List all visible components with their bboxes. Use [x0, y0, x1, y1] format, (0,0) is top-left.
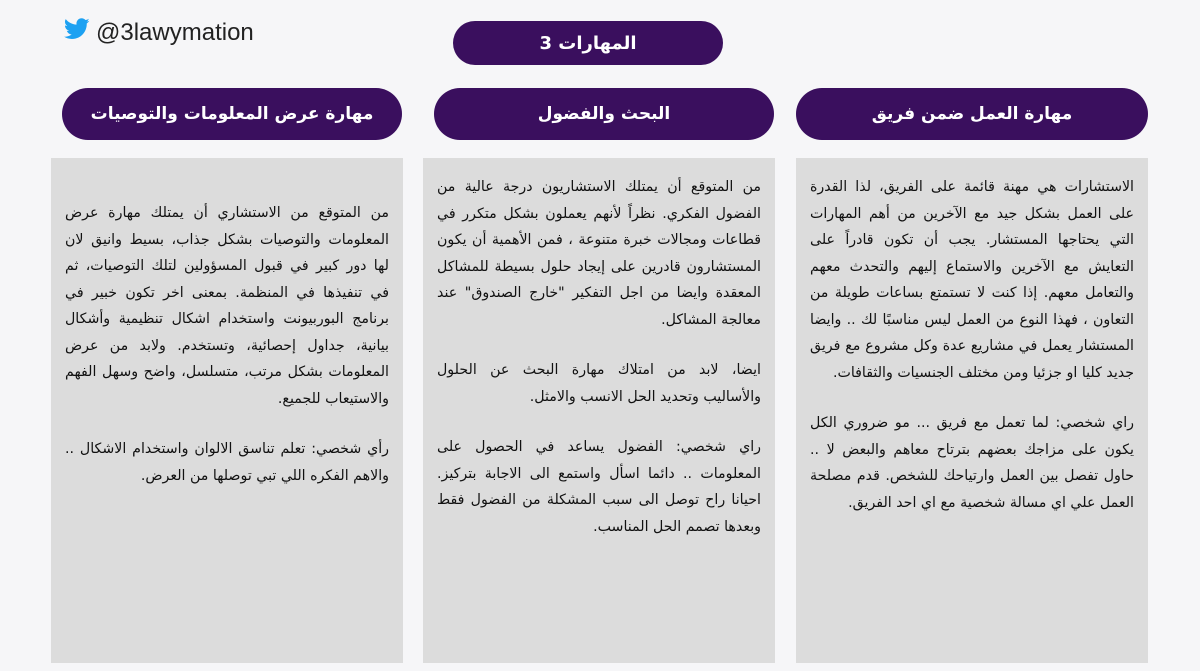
twitter-bird-icon — [64, 18, 90, 47]
column-presentation — [51, 158, 403, 663]
column-teamwork — [796, 158, 1148, 663]
heading-presentation: مهارة عرض المعلومات والتوصيات — [62, 88, 402, 140]
column-paragraph: من المتوقع أن يمتلك الاستشاريون درجة عالية من الفضول الفكري. نظراً لأنهم يعملون بشكل متكرر في قطاعات ومجالات خبرة متنوعة ، فمن الأهمية أن يكون المستشارون قادرين على إيجاد حلول بسيطة للمشاكل المعقدة وايضا من اجل التفكير "خارج الصندوق" عند معالجة المشاكل. — [437, 179, 761, 328]
twitter-handle — [64, 18, 254, 47]
column-paragraph: الاستشارات هي مهنة قائمة على الفريق، لذا القدرة على العمل بشكل جيد مع الآخرين من أهم المهارات التي يحتاجها المستشار. يجب أن تكون قادراً على التعايش مع الآخرين والاستماع إليهم والتحدث معهم والتعامل معهم. إذا كنت لا تستمتع بساعات طويلة من التعاون ، فهذا النوع من العمل ليس مناسبًا لك .. وايضا المستشار يعمل في مشاريع عدة وكل مشروع مع فريق جديد كليا او جزئيا ومن مختلف الجنسيات والثقافات. — [810, 179, 1134, 381]
column-paragraph: ايضا، لابد من امتلاك مهارة البحث عن الحلول والأساليب وتحديد الحل الانسب والامثل. — [437, 362, 761, 405]
heading-research-curiosity: البحث والفضول — [434, 88, 774, 140]
column-paragraph: من المتوقع من الاستشاري أن يمتلك مهارة عرض المعلومات والتوصيات بشكل جذاب، بسيط وانيق لان لها دور كبير في قبول المسؤولين لتلك التوصيات، ثم في تنفيذها في المنظمة. بمعنى اخر تكون خبير في برنامج البوربيونت واستخدام اشكال تنظيمية وأشكال بيانية، جداول إحصائية، وتستخدم. ولابد من عرض المعلومات بشكل مرتب، متسلسل، واضح وسهل الفهم والاستيعاب للجميع. — [65, 205, 389, 407]
column-research-curiosity — [423, 158, 775, 663]
column-paragraph: رأي شخصي: تعلم تناسق الالوان واستخدام الاشكال .. والاهم الفكره اللي تبي توصلها من العرض. — [65, 441, 389, 484]
page-title: المهارات 3 — [453, 21, 723, 65]
handle-text: @3lawymation — [96, 18, 254, 46]
heading-teamwork: مهارة العمل ضمن فريق — [796, 88, 1148, 140]
column-paragraph: راي شخصي: الفضول يساعد في الحصول على المعلومات .. دائما اسأل واستمع الى الاجابة بتركيز. احيانا راح توصل الى سبب المشكلة من الفضول فقط وبعدها تصمم الحل المناسب. — [437, 439, 761, 535]
column-paragraph: راي شخصي: لما تعمل مع فريق ... مو ضروري الكل يكون على مزاجك بعضهم بترتاح معاهم والبعض لا .. حاول تفصل بين العمل وارتياحك للشخص. قدم مصلحة العمل علي اي مسالة شخصية مع اي احد الفريق. — [810, 415, 1134, 511]
